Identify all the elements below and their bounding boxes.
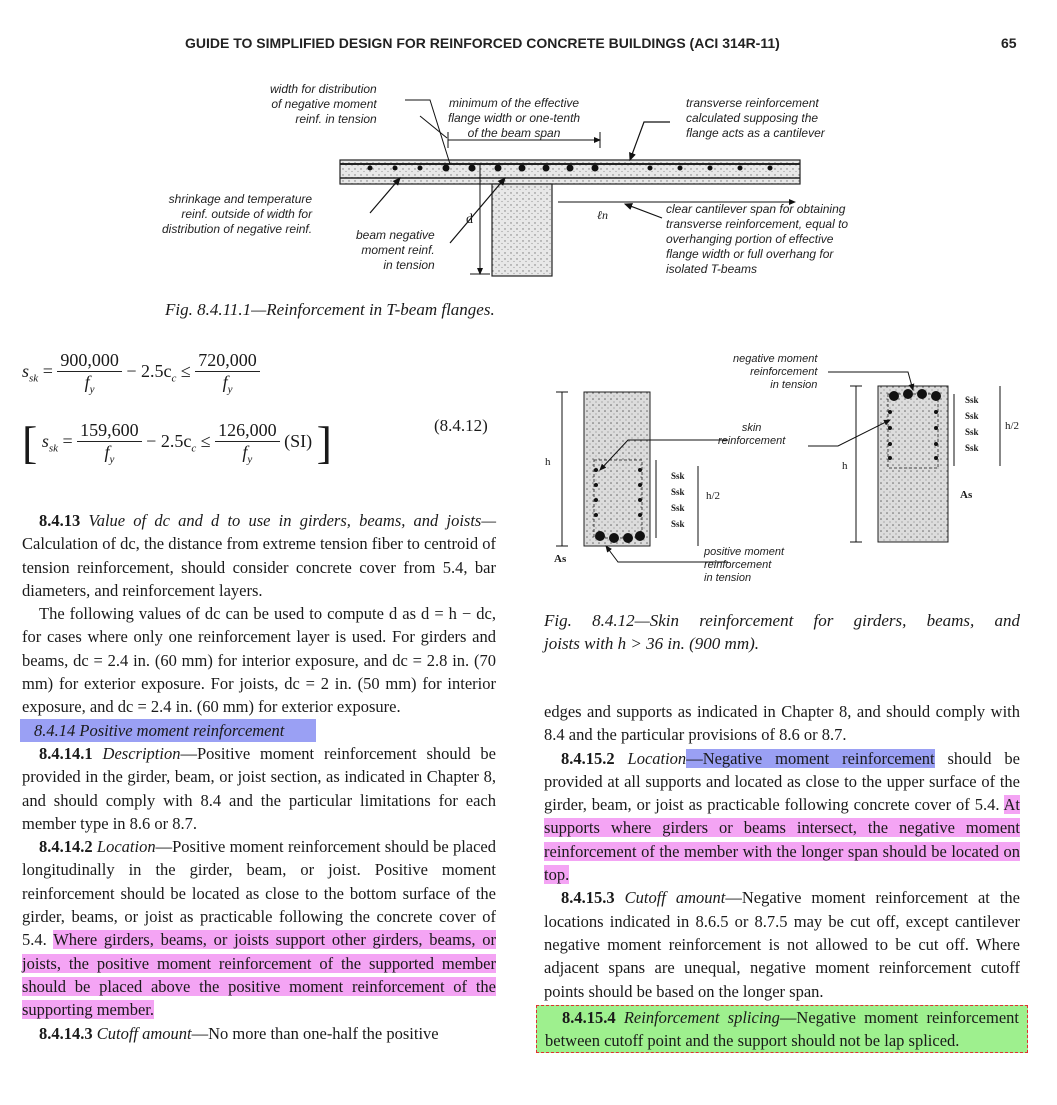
- section-8-4-14-2-body: —Positive moment reinforcement should be placed longitudinally in the girder, beam, or joist. Positive moment reinforcement should be located as close to the bottom surface of the girder, beams, or joist as practicable following the concrete cover of 5.4.: [22, 837, 496, 950]
- label-ln: ℓn: [597, 208, 608, 222]
- section-8-4-14-1-title: Description: [102, 743, 181, 763]
- section-8-4-14: [22, 719, 496, 742]
- fig2-ssk-left: [671, 468, 685, 532]
- eq-si-den-1-sub: y: [109, 453, 115, 466]
- eq-si-fraction-1: [77, 420, 142, 466]
- section-8-4-15-2-number: 8.4.15.2: [561, 748, 615, 768]
- section-8-4-15-4-number: 8.4.15.4: [562, 1007, 616, 1027]
- eq-si-lhs: s: [41, 431, 49, 452]
- ssk-2: Ssk: [671, 487, 685, 497]
- eq-rel: ≤: [180, 360, 191, 381]
- eq-mid: − 2.5c: [126, 360, 172, 381]
- section-8-4-14-1: [22, 742, 496, 835]
- section-8-4-13-body: Calculation of dc, the distance from extreme tension fiber to centroid of tension reinforcement, should consider concrete cover from 5.4, bar diameters, and reinforcement layers.: [22, 534, 496, 600]
- section-8-4-15-2-title: Location: [627, 748, 687, 768]
- section-8-4-14-1-body: —Positive moment reinforcement should be provided in the girder, beam, or joist section, as indicated in Chapter 8, and should comply with 8.4 and the particular limitations for each member type in 8.6 or 8.7.: [22, 743, 497, 833]
- label-width-distribution: width for distribution of negative moment reinf. in tension: [270, 82, 377, 126]
- section-8-4-14-2-highlight: Where girders, beams, or joists support other girders, beams, or joists, the positive moment reinforcement of the supported member should be placed above the positive moment reinforcement of the supporting member.: [22, 930, 496, 1020]
- section-8-4-14-3-body: —No more than one-half the positive: [191, 1023, 439, 1043]
- eq-den-1-sub: y: [89, 383, 95, 396]
- section-8-4-14-1-number: 8.4.14.1: [39, 743, 93, 763]
- running-title: GUIDE TO SIMPLIFIED DESIGN FOR REINFORCED CONCRETE BUILDINGS (ACI 314R-11): [185, 35, 780, 51]
- eq-den-2: f: [222, 372, 228, 392]
- section-8-4-15-3-number: 8.4.15.3: [561, 888, 615, 908]
- fig2-as-left: As: [554, 553, 567, 565]
- fig2-as-right: As: [960, 489, 973, 501]
- fig2-h2-left: h/2: [706, 490, 721, 502]
- section-8-4-13-number: 8.4.13: [39, 511, 81, 530]
- label-shrinkage: shrinkage and temperature reinf. outside of width for distribution of negative reinf.: [162, 192, 313, 236]
- label-minimum-flange: minimum of the effective flange width or one-tenth of the beam span: [448, 96, 581, 140]
- section-8-4-14-heading: 8.4.14 Positive moment reinforcement: [20, 719, 316, 742]
- left-column: [22, 509, 496, 1045]
- figure-caption-8-4-11-1: Fig. 8.4.11.1—Reinforcement in T-beam flanges.: [165, 300, 495, 319]
- paragraph-dc-values: The following values of dc can be used to compute d as d = h − dc, for cases where only one reinforcement layer is used. For girders and beams, dc = 2.4 in. (60 mm) for interior exposure, and dc = 2.8 in. (70 mm) for exterior exposure. For joists, dc = 2 in. (50 mm) for interior exposure, and dc = 2.4 in. (60 mm) for exterior exposure.: [22, 604, 496, 717]
- figure-caption-8-4-12-a: Fig. 8.4.12—Skin reinforcement for girders, beams, and: [544, 611, 1020, 630]
- section-8-4-15-2-highlight-2: At supports where girders or beams intersect, the negative moment reinforcement of the member with the longer span should be located on top.: [544, 795, 1021, 885]
- fig2-ssk-right: [965, 392, 979, 456]
- section-8-4-15-4-body: —Negative moment reinforcement between cutoff point and the support should not be lap spliced.: [545, 1007, 1019, 1051]
- section-8-4-15-2: 8.4.15.2 Location—Negative moment reinforcement should be provided at all supports and located as close to the upper surface of the girder, beam, or joist as practicable following concrete cover of 5.4. At supports where girders or beams intersect, the negative moment reinforcement of the member with the longer span should be located on top.: [544, 748, 1021, 885]
- fig2-h-right: h: [842, 460, 848, 472]
- section-8-4-14-2-number: 8.4.14.2: [39, 837, 93, 857]
- section-8-4-14-3-number: 8.4.14.3: [39, 1023, 93, 1043]
- paragraph-continued: edges and supports as indicated in Chapter 8, and should comply with 8.4 and the particular provisions of 8.6 or 8.7.: [544, 702, 1020, 745]
- fig2-positive-label: positive moment reinforcement in tension: [704, 546, 785, 584]
- section-8-4-15-4-title: Reinforcement splicing: [623, 1007, 780, 1027]
- section-8-4-15-2-body: should be provided at all supports and located as close to the upper surface of the girder, beam, or joist as practicable following concrete cover of 5.4.: [544, 748, 1020, 815]
- eq-si-den-2-sub: y: [247, 453, 253, 466]
- eq-num-1: 900,000: [57, 350, 122, 372]
- section-8-4-15-4: [545, 1006, 1019, 1053]
- section-8-4-14-3-title: Cutoff amount: [96, 1023, 192, 1043]
- equation-8-4-12-si: [ $s_{sk}$ = $\frac{159,600}{f_y}$ − $2.5c_c$ ≤ $\frac{126,000}{f_y}$ (SI) ]: [22, 417, 332, 468]
- eq-si-mid-sub: c: [191, 442, 197, 455]
- eq-lhs-sub: sk: [29, 372, 39, 385]
- section-8-4-15-4-box: [536, 1005, 1028, 1054]
- eq-si-num-1: 159,600: [77, 420, 142, 442]
- ssk-7: Ssk: [965, 427, 979, 437]
- fig2-negative-label: negative moment reinforcement in tension: [733, 353, 818, 391]
- fig2-h-left: h: [545, 456, 551, 468]
- figure-caption-8-4-12-b: joists with h > 36 in. (900 mm).: [544, 634, 760, 653]
- ssk-6: Ssk: [965, 411, 979, 421]
- eq-si-lhs-sub: sk: [48, 442, 59, 455]
- section-8-4-15-3: [544, 886, 1020, 1002]
- section-8-4-15-3-body: —Negative moment reinforcement at the locations indicated in 8.6.5 or 8.7.5 may be cut off, except cantilever negative moment reinforcement is not allowed to be cut off. Where adjacent spans are unequal, negative moment reinforcement cutoff points should be based on the longer span.: [544, 888, 1021, 1001]
- ssk-3: Ssk: [671, 503, 685, 513]
- eq-mid-sub: c: [171, 372, 177, 385]
- section-8-4-14-2-title: Location: [96, 837, 156, 857]
- label-beam-negative: beam negative moment reinf. in tension: [356, 228, 435, 272]
- eq-si-mid: − 2.5c: [146, 431, 192, 452]
- equation-8-4-12: $s_{sk}$ = $\frac{900,000}{f_y}$ − $2.5c_c$ ≤ $\frac{720,000}{f_y}$: [22, 350, 260, 396]
- eq-si-rel: ≤: [200, 431, 211, 452]
- ssk-4: Ssk: [671, 519, 685, 529]
- page-number: 65: [1001, 35, 1017, 51]
- eq-num-2: 720,000: [195, 350, 260, 372]
- ssk-5: Ssk: [965, 395, 979, 405]
- section-8-4-13: [22, 509, 496, 602]
- section-8-4-13-title: Value of dc and d to use in girders, beams, and joists—: [88, 511, 497, 530]
- eq-si-fraction-2: [215, 420, 280, 466]
- eq-si-den-1: f: [104, 442, 110, 463]
- section-8-4-15-3-title: Cutoff amount: [624, 888, 726, 908]
- eq-den-1: f: [84, 372, 90, 392]
- section-8-4-14-3: [22, 1022, 496, 1045]
- eq-fraction-1: [57, 350, 122, 396]
- eq-si-num-2: 126,000: [215, 420, 280, 442]
- ssk-8: Ssk: [965, 443, 979, 453]
- ssk-1: Ssk: [671, 471, 685, 481]
- eq-si-den-2: f: [242, 442, 248, 463]
- fig2-skin-label: skin reinforcement: [718, 422, 786, 447]
- eq-lhs: s: [22, 360, 30, 381]
- eq-den-2-sub: y: [227, 383, 233, 396]
- section-8-4-15-2-highlight-1: Negative moment reinforcement: [702, 748, 935, 768]
- label-d: d: [466, 212, 473, 227]
- eq-si-tag: (SI): [284, 431, 313, 452]
- fig2-h2-right: h/2: [1005, 420, 1020, 432]
- label-transverse-reinforcement: transverse reinforcement calculated supposing the flange acts as a cantilever: [686, 96, 825, 140]
- label-clear-cantilever: clear cantilever span for obtaining transverse reinforcement, equal to overhanging portion of effective flange width or full overhang for isolated T-beams: [666, 202, 849, 276]
- right-column: [544, 700, 1020, 1053]
- eq-fraction-2: [195, 350, 260, 396]
- equation-number: (8.4.12): [434, 416, 488, 435]
- section-8-4-14-2: [22, 835, 496, 1021]
